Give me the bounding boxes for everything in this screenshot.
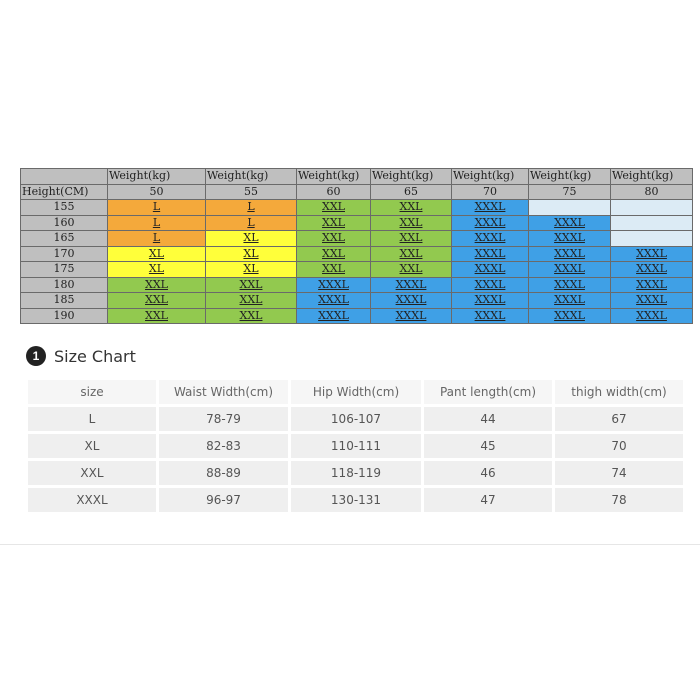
size-cell: [452, 293, 529, 309]
measurement-value: 78: [555, 488, 683, 512]
size-recommendation: XXXL: [554, 246, 585, 260]
height-row: [21, 308, 693, 324]
size-recommendation: XXXL: [395, 293, 427, 307]
size-cell: [371, 262, 452, 278]
size-recommendation: XL: [148, 262, 165, 276]
column-header: thigh width(cm): [555, 380, 683, 404]
size-cell: [371, 246, 452, 262]
weight-header-label: Weight(kg): [611, 169, 693, 185]
size-cell: [108, 293, 206, 309]
height-value: 165: [21, 231, 108, 247]
size-table-row: [28, 407, 683, 431]
size-cell: [452, 231, 529, 247]
size-recommendation: XXXL: [554, 293, 585, 307]
empty-size-cell: [529, 200, 611, 216]
size-recommendation: XXL: [399, 262, 423, 276]
measurement-value: 47: [424, 488, 552, 512]
size-recommendation: XXL: [322, 246, 345, 260]
size-cell: [611, 246, 693, 262]
empty-size-cell: [611, 200, 693, 216]
size-cell: [529, 262, 611, 278]
height-row: [21, 200, 693, 216]
size-recommendation: XXL: [239, 308, 263, 322]
height-row: [21, 262, 693, 278]
size-cell: [529, 231, 611, 247]
size-cell: [452, 277, 529, 293]
measurement-value: 118-119: [291, 461, 421, 485]
size-table-row: [28, 488, 683, 512]
size-cell: [529, 246, 611, 262]
height-row: [21, 277, 693, 293]
size-recommendation: XXXL: [554, 277, 585, 291]
size-recommendation: XXXL: [554, 231, 585, 245]
size-cell: [108, 231, 206, 247]
size-recommendation: XL: [148, 246, 165, 260]
size-cell: [206, 262, 297, 278]
measurement-value: 46: [424, 461, 552, 485]
measurement-value: 110-111: [291, 434, 421, 458]
height-value: 180: [21, 277, 108, 293]
size-label: XXXL: [28, 488, 156, 512]
size-cell: [206, 246, 297, 262]
height-value: 170: [21, 246, 108, 262]
size-cell: [108, 262, 206, 278]
size-table-row: [28, 461, 683, 485]
size-cell: [452, 246, 529, 262]
size-recommendation: XXL: [145, 308, 168, 322]
size-recommendation: XXXL: [636, 262, 667, 276]
height-value: 160: [21, 215, 108, 231]
size-recommendation: XXXL: [474, 262, 506, 276]
size-cell: [371, 293, 452, 309]
measurement-value: 130-131: [291, 488, 421, 512]
size-recommendation: XXL: [322, 200, 345, 214]
size-cell: [611, 293, 693, 309]
column-header: Pant length(cm): [424, 380, 552, 404]
size-recommendation: XL: [243, 246, 259, 260]
size-cell: [108, 215, 206, 231]
height-header-label: Height(CM): [21, 184, 108, 200]
size-recommendation: L: [247, 215, 255, 229]
size-cell: [371, 200, 452, 216]
size-cell: [297, 277, 371, 293]
size-chart-heading: [26, 345, 136, 367]
weight-value: 50: [108, 184, 206, 200]
size-measurement-table: [25, 377, 686, 515]
size-recommendation: XXXL: [474, 200, 506, 214]
size-cell: [452, 262, 529, 278]
size-recommendation: XXXL: [554, 262, 585, 276]
weight-value: 75: [529, 184, 611, 200]
size-cell: [206, 200, 297, 216]
size-recommendation: XXXL: [474, 231, 506, 245]
height-row: [21, 215, 693, 231]
weight-value: 55: [206, 184, 297, 200]
size-cell: [206, 293, 297, 309]
size-recommendation: XXL: [399, 200, 423, 214]
size-cell: [206, 277, 297, 293]
weight-header-label: Weight(kg): [206, 169, 297, 185]
size-cell: [297, 200, 371, 216]
weight-value: 60: [297, 184, 371, 200]
measurement-value: 67: [555, 407, 683, 431]
size-cell: [529, 277, 611, 293]
size-cell: [371, 215, 452, 231]
size-recommendation: XXXL: [474, 293, 506, 307]
size-recommendation: XXXL: [318, 308, 349, 322]
size-recommendation: XXXL: [636, 277, 667, 291]
size-recommendation: XXXL: [474, 277, 506, 291]
size-recommendation: XXL: [322, 215, 345, 229]
size-cell: [297, 215, 371, 231]
measurement-value: 78-79: [159, 407, 288, 431]
height-row: [21, 293, 693, 309]
size-recommendation: XXXL: [554, 215, 585, 229]
size-cell: [297, 293, 371, 309]
size-cell: [206, 231, 297, 247]
size-cell: [452, 308, 529, 324]
size-cell: [206, 215, 297, 231]
size-recommendation: XXXL: [318, 293, 349, 307]
size-cell: [108, 246, 206, 262]
weight-label-row: [21, 169, 693, 185]
height-value: 155: [21, 200, 108, 216]
empty-size-cell: [611, 231, 693, 247]
weight-value-row: [21, 184, 693, 200]
size-recommendation: XXL: [145, 293, 168, 307]
size-cell: [108, 200, 206, 216]
size-table-header-row: [28, 380, 683, 404]
size-cell: [611, 308, 693, 324]
weight-header-label: Weight(kg): [452, 169, 529, 185]
size-cell: [529, 293, 611, 309]
height-value: 185: [21, 293, 108, 309]
size-cell: [206, 308, 297, 324]
size-label: XL: [28, 434, 156, 458]
size-cell: [297, 308, 371, 324]
weight-header-label: Weight(kg): [108, 169, 206, 185]
corner-cell: [21, 169, 108, 185]
size-recommendation: XXXL: [636, 308, 667, 322]
size-cell: [452, 215, 529, 231]
size-recommendation: XXL: [322, 231, 345, 245]
size-cell: [529, 308, 611, 324]
column-header: Waist Width(cm): [159, 380, 288, 404]
size-cell: [108, 308, 206, 324]
size-recommendation: XXXL: [554, 308, 585, 322]
measurement-value: 45: [424, 434, 552, 458]
measurement-value: 44: [424, 407, 552, 431]
size-recommendation: L: [152, 231, 161, 245]
size-cell: [371, 231, 452, 247]
size-recommendation: XXXL: [395, 308, 427, 322]
size-recommendation: XXL: [399, 231, 423, 245]
size-cell: [611, 277, 693, 293]
height-row: [21, 231, 693, 247]
size-cell: [297, 246, 371, 262]
size-cell: [371, 277, 452, 293]
size-cell: [529, 215, 611, 231]
size-recommendation: XXL: [399, 215, 423, 229]
size-chart-title: Size Chart: [54, 346, 136, 366]
column-header: Hip Width(cm): [291, 380, 421, 404]
column-header: size: [28, 380, 156, 404]
size-cell: [297, 231, 371, 247]
height-value: 175: [21, 262, 108, 278]
size-recommendation: XL: [243, 231, 259, 245]
size-cell: [297, 262, 371, 278]
measurement-value: 70: [555, 434, 683, 458]
size-label: XXL: [28, 461, 156, 485]
size-recommendation: XXXL: [474, 246, 506, 260]
measurement-value: 96-97: [159, 488, 288, 512]
weight-header-label: Weight(kg): [297, 169, 371, 185]
height-weight-size-grid: [20, 168, 693, 324]
weight-value: 70: [452, 184, 529, 200]
size-cell: [452, 200, 529, 216]
size-recommendation: XXL: [239, 293, 263, 307]
size-label: L: [28, 407, 156, 431]
size-recommendation: XXL: [145, 277, 168, 291]
size-recommendation: XXXL: [395, 277, 427, 291]
weight-value: 80: [611, 184, 693, 200]
measurement-value: 74: [555, 461, 683, 485]
size-recommendation: XXXL: [636, 246, 667, 260]
size-recommendation: XXXL: [318, 277, 349, 291]
size-recommendation: XXXL: [474, 308, 506, 322]
section-divider: [0, 544, 700, 545]
weight-header-label: Weight(kg): [371, 169, 452, 185]
height-value: 190: [21, 308, 108, 324]
size-cell: [611, 262, 693, 278]
weight-value: 65: [371, 184, 452, 200]
size-recommendation: XL: [243, 262, 259, 276]
step-number-badge: 1: [26, 346, 46, 366]
size-recommendation: L: [152, 200, 161, 214]
size-cell: [108, 277, 206, 293]
measurement-value: 106-107: [291, 407, 421, 431]
size-cell: [371, 308, 452, 324]
measurement-value: 88-89: [159, 461, 288, 485]
size-recommendation: XXL: [322, 262, 345, 276]
weight-header-label: Weight(kg): [529, 169, 611, 185]
size-recommendation: XXXL: [636, 293, 667, 307]
measurement-value: 82-83: [159, 434, 288, 458]
size-table-row: [28, 434, 683, 458]
size-recommendation: XXL: [399, 246, 423, 260]
size-recommendation: XXL: [239, 277, 263, 291]
size-recommendation: XXXL: [474, 215, 506, 229]
height-row: [21, 246, 693, 262]
size-recommendation: L: [152, 215, 161, 229]
size-recommendation: L: [247, 200, 255, 214]
empty-size-cell: [611, 215, 693, 231]
